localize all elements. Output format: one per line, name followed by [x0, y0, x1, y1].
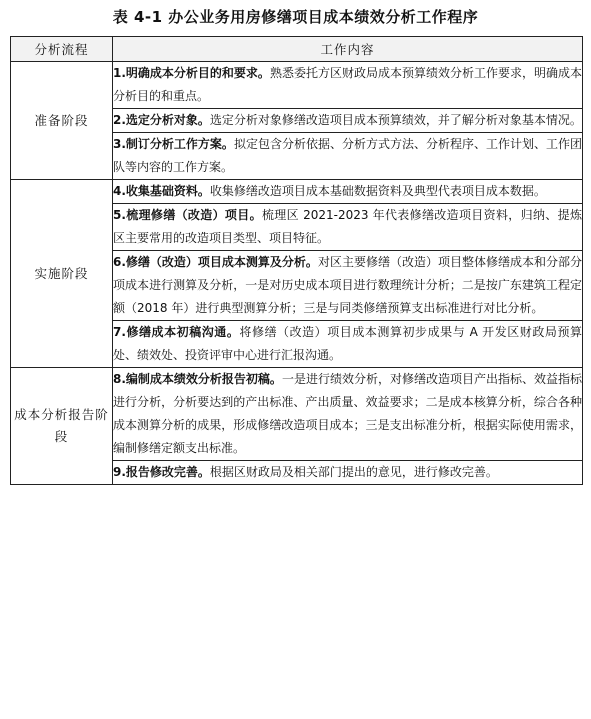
table-row [11, 180, 583, 204]
item-cell [113, 62, 583, 109]
item-heading: 1.明确成本分析目的和要求。 [113, 66, 270, 80]
header-stage: 分析流程 [11, 37, 113, 62]
item-heading: 3.制订分析工作方案。 [113, 137, 234, 151]
item-text: 收集修缮改造项目成本基础数据资料及典型代表项目成本数据。 [209, 184, 546, 198]
item-text: 对区主要修缮（改造）项目整体修缮成本和分部分项成本进行测算及分析，一是对历史成本项目进行数理统计分析；二是按广东建筑工程定额（2018 年）进行典型测算分析；三是与同类修缮预算支出标准进行对比分析。 [113, 255, 582, 315]
item-cell [113, 368, 583, 461]
workflow-table [10, 36, 583, 485]
item-cell [113, 133, 583, 180]
item-text: 梳理区 2021-2023 年代表修缮改造项目资料，归纳、提炼区主要常用的改造项目类型、项目特征。 [113, 208, 582, 245]
item-cell [113, 461, 583, 485]
item-heading: 4.收集基础资料。 [113, 184, 210, 198]
item-heading: 2.选定分析对象。 [113, 113, 210, 127]
table-title: 表 4-1 办公业务用房修缮项目成本绩效分析工作程序 [112, 8, 479, 26]
item-cell [113, 180, 583, 204]
item-text: 将修缮（改造）项目成本测算初步成果与 A 开发区财政局预算处、绩效处、投资评审中心进行汇报沟通。 [113, 325, 582, 362]
header-row [11, 37, 583, 62]
item-cell [113, 321, 583, 368]
item-cell [113, 204, 583, 251]
item-text: 拟定包含分析依据、分析方式方法、分析程序、工作计划、工作团队等内容的工作方案。 [113, 137, 582, 174]
item-cell [113, 109, 583, 133]
item-text: 选定分析对象修缮改造项目成本预算绩效，并了解分析对象基本情况。 [209, 113, 582, 127]
item-text: 一是进行绩效分析，对修缮改造项目产出指标、效益指标进行分析，分析要达到的产出标准、产出质量、效益要求；二是成本核算分析，综合各种成本测算分析的成果，形成修缮改造项目成本；三是支出标准分析，根据实际使用需求，编制修缮定额支出标准。 [113, 372, 582, 455]
stage-cell-preparation: 准备阶段 [11, 62, 113, 180]
item-heading: 7.修缮成本初稿沟通。 [113, 325, 240, 339]
stage-cell-implementation: 实施阶段 [11, 180, 113, 368]
item-heading: 9.报告修改完善。 [113, 465, 210, 479]
table-row [11, 62, 583, 109]
table-row [11, 368, 583, 461]
item-heading: 6.修缮（改造）项目成本测算及分析。 [113, 255, 318, 269]
item-heading: 8.编制成本绩效分析报告初稿。 [113, 372, 282, 386]
item-text: 熟悉委托方区财政局成本预算绩效分析工作要求，明确成本分析目的和重点。 [113, 66, 582, 103]
item-heading: 5.梳理修缮（改造）项目。 [113, 208, 262, 222]
header-content: 工作内容 [113, 37, 583, 62]
item-text: 根据区财政局及相关部门提出的意见，进行修改完善。 [209, 465, 498, 479]
item-cell [113, 251, 583, 321]
stage-cell-report: 成本分析报告阶段 [11, 368, 113, 485]
